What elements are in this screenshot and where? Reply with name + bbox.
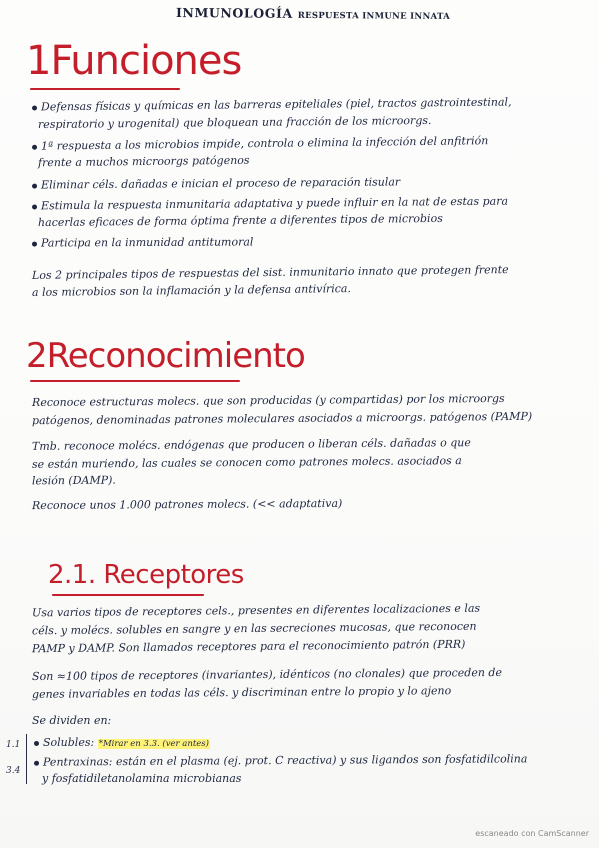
bullet-dot: [32, 144, 37, 149]
section-reconocimiento-underline: [30, 380, 240, 382]
section-reconocimiento-title: 2Reconocimiento: [26, 336, 305, 376]
receptores-note: *Mirar en 3.3. (ver antes): [98, 739, 209, 749]
margin-bracket: [26, 734, 32, 784]
margin-mark-1: 1.1: [6, 740, 21, 750]
receptores-line-4: Son ≈100 tipos de receptores (invariantes), idénticos (no clonales) que proceden de: [31, 665, 503, 684]
bullet-dot: [34, 760, 39, 765]
section-receptores-underline: [52, 594, 204, 596]
reconocimiento-line-2: patógenos, denominadas patrones moleculares asociados a microorgs. patógenos (PAMP): [31, 409, 533, 428]
funciones-summary-2: a los microbios son la inflamación y la defensa antivírica.: [31, 282, 352, 299]
receptores-sub-2: Pentraxinas: están en el plasma (ej. prot. C reactiva) y sus ligandos son fosfatidilcolina: [34, 752, 527, 768]
funciones-summary-1: Los 2 principales tipos de respuestas del sist. inmunitario innato que protegen frente: [31, 263, 509, 282]
bullet-dot: [32, 183, 37, 188]
funciones-bullet-3: Eliminar céls. dañadas e inician el proceso de reparación tisular: [32, 175, 400, 191]
reconocimiento-line-6: Reconoce unos 1.000 patrones molecs. (<< adaptativa): [31, 496, 343, 513]
receptores-line-1: Usa varios tipos de receptores cels., presentes en diferentes localizaciones e las: [31, 601, 481, 620]
section-receptores-title: 2.1. Receptores: [48, 560, 244, 590]
funciones-bullet-2: 1ª respuesta a los microbios impide, controla o elimina la infección del anfitrión: [32, 134, 488, 153]
receptores-line-5: genes invariables en todas las céls. y discriminan entre lo propio y lo ajeno: [31, 684, 452, 701]
bullet-dot: [32, 204, 37, 209]
reconocimiento-line-1: Reconoce estructuras molecs. que son producidas (y compartidas) por los microorgs: [31, 391, 505, 410]
reconocimiento-line-3: Tmb. reconoce molécs. endógenas que producen o liberan céls. dañadas o que: [31, 436, 471, 453]
page-title-main: INMUNOLOGÍA: [175, 5, 293, 21]
funciones-bullet-2-cont: frente a muchos microorgs patógenos: [37, 153, 250, 170]
funciones-bullet-4-cont: hacerlas eficaces de forma óptima frente a diferentes tipos de microbios: [37, 211, 443, 230]
margin-mark-2: 3.4: [6, 766, 21, 776]
bullet-dot: [34, 741, 39, 746]
section-funciones-underline: [30, 88, 180, 90]
receptores-line-6: Se dividen en:: [32, 714, 112, 727]
page-title-sub: RESPUESTA INMUNE INNATA: [297, 10, 451, 22]
bullet-dot: [32, 105, 37, 110]
receptores-line-2: céls. y molécs. solubles en sangre y en las secreciones mucosas, que reconocen: [31, 619, 477, 638]
section-funciones-title: 1Funciones: [26, 38, 242, 84]
reconocimiento-line-5: lesión (DAMP).: [31, 473, 116, 488]
scanner-watermark: escaneado con CamScanner: [475, 829, 589, 838]
funciones-bullet-1-cont: respiratorio y urogenital) que bloquean una fracción de los microorgs.: [37, 113, 432, 132]
funciones-bullet-5: Participa en la inmunidad antitumoral: [32, 235, 254, 249]
funciones-bullet-1: Defensas físicas y químicas en las barreras epiteliales (piel, tractos gastrointestinal,: [32, 95, 512, 113]
funciones-bullet-4: Estimula la respuesta inmunitaria adaptativa y puede influir en la nat de estas para: [32, 195, 508, 213]
receptores-line-3: PAMP y DAMP. Son llamados receptores para el reconocimiento patrón (PRR): [31, 637, 466, 656]
bullet-dot: [32, 241, 37, 246]
receptores-sub-2-cont: y fosfatidiletanolamina microbianas: [42, 772, 242, 785]
receptores-sub-1: Solubles: *Mirar en 3.3. (ver antes): [34, 736, 210, 749]
reconocimiento-line-4: se están muriendo, las cuales se conocen como patrones molecs. asociados a: [31, 454, 462, 471]
page-title: [176, 5, 450, 22]
